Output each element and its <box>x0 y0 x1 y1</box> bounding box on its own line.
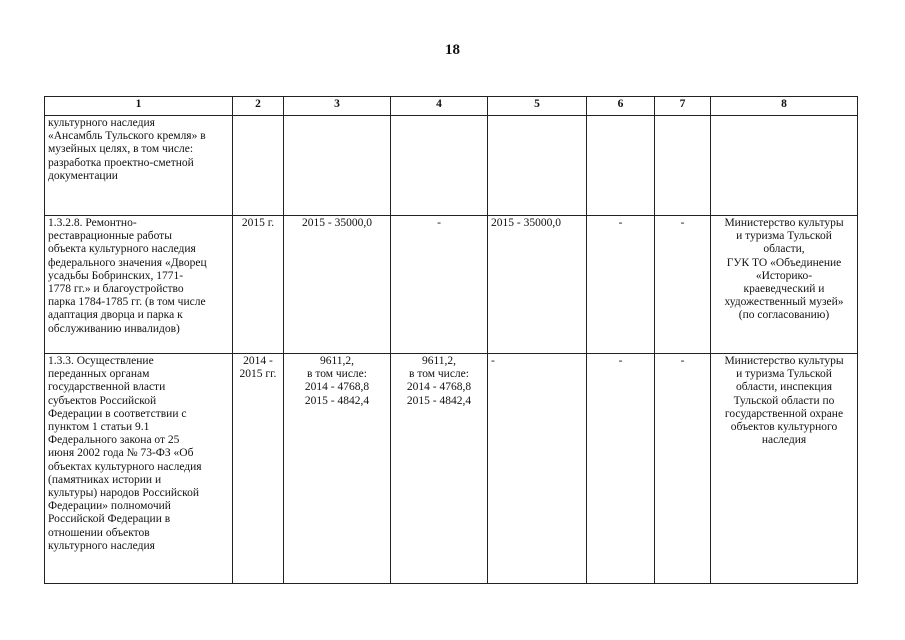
column-header: 2 <box>233 97 284 116</box>
cell-line: - <box>618 217 623 229</box>
cell-line: 1.3.3. Осуществление <box>48 355 154 367</box>
extrabudget-cell <box>655 116 711 216</box>
total-funding-cell <box>284 216 391 354</box>
executor-cell <box>711 354 858 584</box>
cell-line: объектов культурного <box>730 421 838 434</box>
cell-line: - <box>680 355 685 367</box>
cell-line: области, инспекция <box>735 381 833 394</box>
cell-line: переданных органам <box>48 368 150 381</box>
cell-line: 2015 - 4842,4 <box>304 394 370 407</box>
column-header: 8 <box>711 97 858 116</box>
cell-line: культурного наследия <box>48 117 155 129</box>
cell-line: «Историко- <box>755 269 813 282</box>
period-cell <box>233 116 284 216</box>
program-table <box>44 96 858 584</box>
column-header: 4 <box>391 97 488 116</box>
extrabudget-cell <box>655 216 711 354</box>
cell-line: (по согласованию) <box>738 309 830 322</box>
cell-line: пунктом 1 статьи 9.1 <box>48 421 150 434</box>
federal-budget-cell <box>391 354 488 584</box>
activity-cell <box>45 354 233 584</box>
municipal-budget-cell <box>587 354 655 584</box>
cell-line: и туризма Тульской <box>736 368 832 381</box>
federal-budget-cell <box>391 116 488 216</box>
cell-line: Тульской области по <box>733 394 835 407</box>
cell-line: и туризма Тульской <box>736 230 832 243</box>
cell-line: музейных целях, в том числе: <box>48 143 194 156</box>
activity-cell <box>45 116 233 216</box>
regional-budget-cell <box>488 216 587 354</box>
cell-line: 2015 - 35000,0 <box>302 217 372 229</box>
cell-line: документации <box>48 169 118 182</box>
extrabudget-cell <box>655 354 711 584</box>
cell-line: субъектов Российской <box>48 394 157 407</box>
cell-line: - <box>491 355 495 367</box>
cell-line: 1778 гг.» и благоустройство <box>48 283 184 296</box>
federal-budget-cell <box>391 216 488 354</box>
cell-line: Федерального закона от 25 <box>48 434 180 447</box>
municipal-budget-cell <box>587 116 655 216</box>
cell-line: 2015 г. <box>241 217 275 229</box>
cell-line: культуры) народов Российской <box>48 487 200 500</box>
cell-line: разработка проектно-сметной <box>48 156 194 169</box>
cell-line: 9611,2, <box>421 355 457 367</box>
activity-cell <box>45 216 233 354</box>
cell-line: 9611,2, <box>319 355 355 367</box>
period-cell <box>233 216 284 354</box>
cell-line: государственной охране <box>724 407 844 420</box>
cell-line: ГУК ТО «Объединение <box>726 256 842 269</box>
column-header: 6 <box>587 97 655 116</box>
cell-line: наследия <box>761 434 807 447</box>
period-cell <box>233 354 284 584</box>
header-row <box>45 97 858 116</box>
cell-line: 2015 гг. <box>239 368 277 381</box>
cell-line: федерального значения «Дворец <box>48 256 207 269</box>
cell-line: 1.3.2.8. Ремонтно- <box>48 217 137 229</box>
page-number: 18 <box>445 42 460 58</box>
column-header: 3 <box>284 97 391 116</box>
column-header: 5 <box>488 97 587 116</box>
cell-line: отношении объектов <box>48 526 150 539</box>
cell-line: 2015 - 35000,0 <box>491 217 561 229</box>
cell-line: адаптация дворца и парка к <box>48 309 183 322</box>
executor-cell <box>711 216 858 354</box>
cell-line: объекта культурного наследия <box>48 243 196 256</box>
cell-line: - <box>618 355 623 367</box>
total-funding-cell <box>284 354 391 584</box>
column-header: 1 <box>45 97 233 116</box>
cell-line: обслуживанию инвалидов) <box>48 322 180 335</box>
cell-line: усадьбы Бобринских, 1771- <box>48 269 184 282</box>
cell-line: - <box>437 217 441 229</box>
cell-line: 2014 - 4768,8 <box>304 381 370 394</box>
cell-line: 2014 - <box>243 355 273 367</box>
table-row <box>45 116 858 216</box>
cell-line: Федерации в соответствии с <box>48 407 187 420</box>
cell-line: «Ансамбль Тульского кремля» в <box>48 130 206 143</box>
cell-line: Федерации» полномочий <box>48 500 171 513</box>
cell-line: области, <box>763 243 805 256</box>
cell-line: в том числе: <box>409 368 469 381</box>
cell-line: - <box>680 217 685 229</box>
table-row <box>45 216 858 354</box>
table-row <box>45 354 858 584</box>
total-funding-cell <box>284 116 391 216</box>
cell-line: государственной власти <box>48 381 166 394</box>
cell-line: (памятниках истории и <box>48 473 162 486</box>
cell-line: Министерство культуры <box>724 355 844 367</box>
regional-budget-cell <box>488 116 587 216</box>
municipal-budget-cell <box>587 216 655 354</box>
cell-line: Министерство культуры <box>724 217 844 229</box>
cell-line: реставрационные работы <box>48 230 172 243</box>
cell-line: объектах культурного наследия <box>48 460 202 473</box>
cell-line: июня 2002 года № 73-ФЗ «Об <box>48 447 194 460</box>
cell-line: 2015 - 4842,4 <box>406 394 472 407</box>
cell-line: в том числе: <box>307 368 367 381</box>
cell-line: парка 1784-1785 гг. (в том числе <box>48 296 206 309</box>
cell-line: Российской Федерации в <box>48 513 171 526</box>
cell-line: 2014 - 4768,8 <box>406 381 472 394</box>
cell-line: краеведческий и <box>743 283 825 296</box>
table-body <box>45 116 858 584</box>
cell-line: культурного наследия <box>48 539 155 552</box>
executor-cell <box>711 116 858 216</box>
column-header: 7 <box>655 97 711 116</box>
regional-budget-cell <box>488 354 587 584</box>
cell-line: художественный музей» <box>724 296 844 309</box>
